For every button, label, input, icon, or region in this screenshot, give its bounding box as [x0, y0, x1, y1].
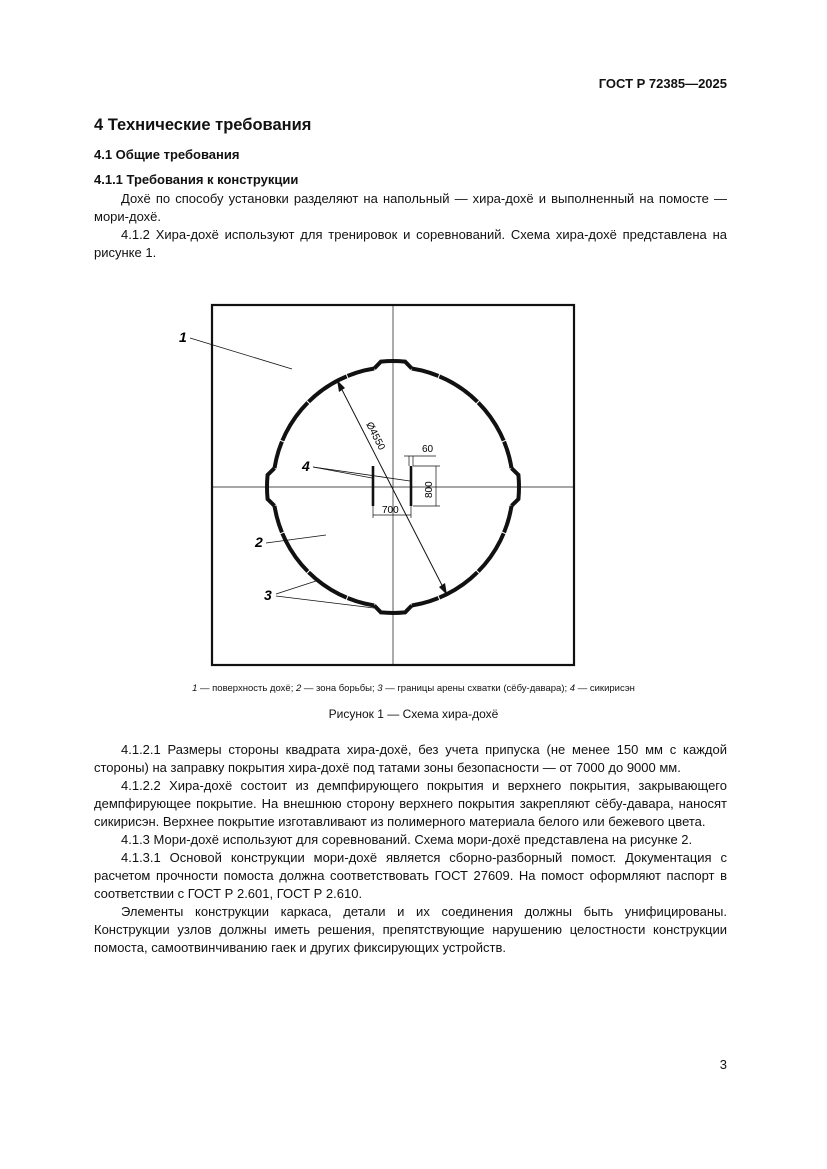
callout-1: 1 — [179, 329, 187, 345]
paragraph-4-1-2-1: 4.1.2.1 Размеры стороны квадрата хира-дохё, без учета припуска (не менее 150 мм с каждой стороны) на заправку покрытия хира-дохё под татами зоны безопасности — от 7000 до 9000 мм. — [94, 742, 727, 775]
paragraph-doho-types: Дохё по способу установки разделяют на напольный — хира-дохё и выполненный на помосте — мори-дохё. — [94, 191, 727, 224]
page-number: 3 — [719, 1057, 727, 1072]
paragraph-4-1-3: 4.1.3 Мори-дохё используют для соревнований. Схема мори-дохё представлена на рисунке 2. — [121, 832, 693, 847]
paragraph-frame-elements: Элементы конструкции каркаса, детали и их соединения должны быть унифицированы. Конструкции узлов должны иметь решения, препятствующие нарушению целостности конструкции помоста, самоотвинчиванию гаек и других фиксирующих устройств. — [94, 904, 727, 955]
diameter-arrow-top — [337, 380, 345, 392]
callout-2: 2 — [255, 534, 263, 550]
diameter-arrow-bottom — [439, 583, 447, 595]
subsubsection-title: 4.1.1 Требования к конструкции — [94, 172, 299, 187]
dawara-arc-segment — [274, 368, 374, 468]
subsection-title: 4.1 Общие требования — [94, 147, 240, 162]
callout-4: 4 — [302, 458, 310, 474]
figure-caption: Рисунок 1 — Схема хира-дохё — [328, 707, 499, 721]
width-label: 60 — [422, 444, 434, 455]
paragraph-4-1-2: 4.1.2 Хира-дохё используют для тренировок и соревнований. Схема хира-дохё представлена на рисунке 1. — [94, 227, 727, 260]
figure-legend: 1 — поверхность дохё; 2 — зона борьбы; 3 — границы арены схватки (сёбу-давара); 4 — сикирисэн — [192, 683, 635, 694]
callout-3: 3 — [264, 587, 272, 603]
diameter-label: Ø4550 — [363, 420, 387, 453]
gap-label: 700 — [382, 505, 399, 516]
height-label: 800 — [424, 481, 435, 498]
document-code: ГОСТ Р 72385—2025 — [598, 76, 727, 91]
dawara-arc-segment — [274, 506, 374, 606]
paragraph-4-1-3-1: 4.1.3.1 Основой конструкции мори-дохё является сборно-разборный помост. Документация с расчетом прочности помоста должна соответствовать ГОСТ 27609. На помост оформляют паспорт в соответствии с ГОСТ Р 2.601, ГОСТ Р 2.610. — [94, 850, 727, 901]
paragraph-4-1-2-2: 4.1.2.2 Хира-дохё состоит из демпфирующего покрытия и верхнего покрытия, закрывающего демпфирующее покрытие. На внешнюю сторону верхнего покрытия закрепляют сёбу-давара, наносят сикирисэн. Верхнее покрытие изготавливают из полимерного материала белого или бежевого цвета. — [94, 778, 727, 829]
figure-hira-doho-diagram — [0, 290, 827, 680]
section-title: 4 Технические требования — [94, 116, 312, 134]
